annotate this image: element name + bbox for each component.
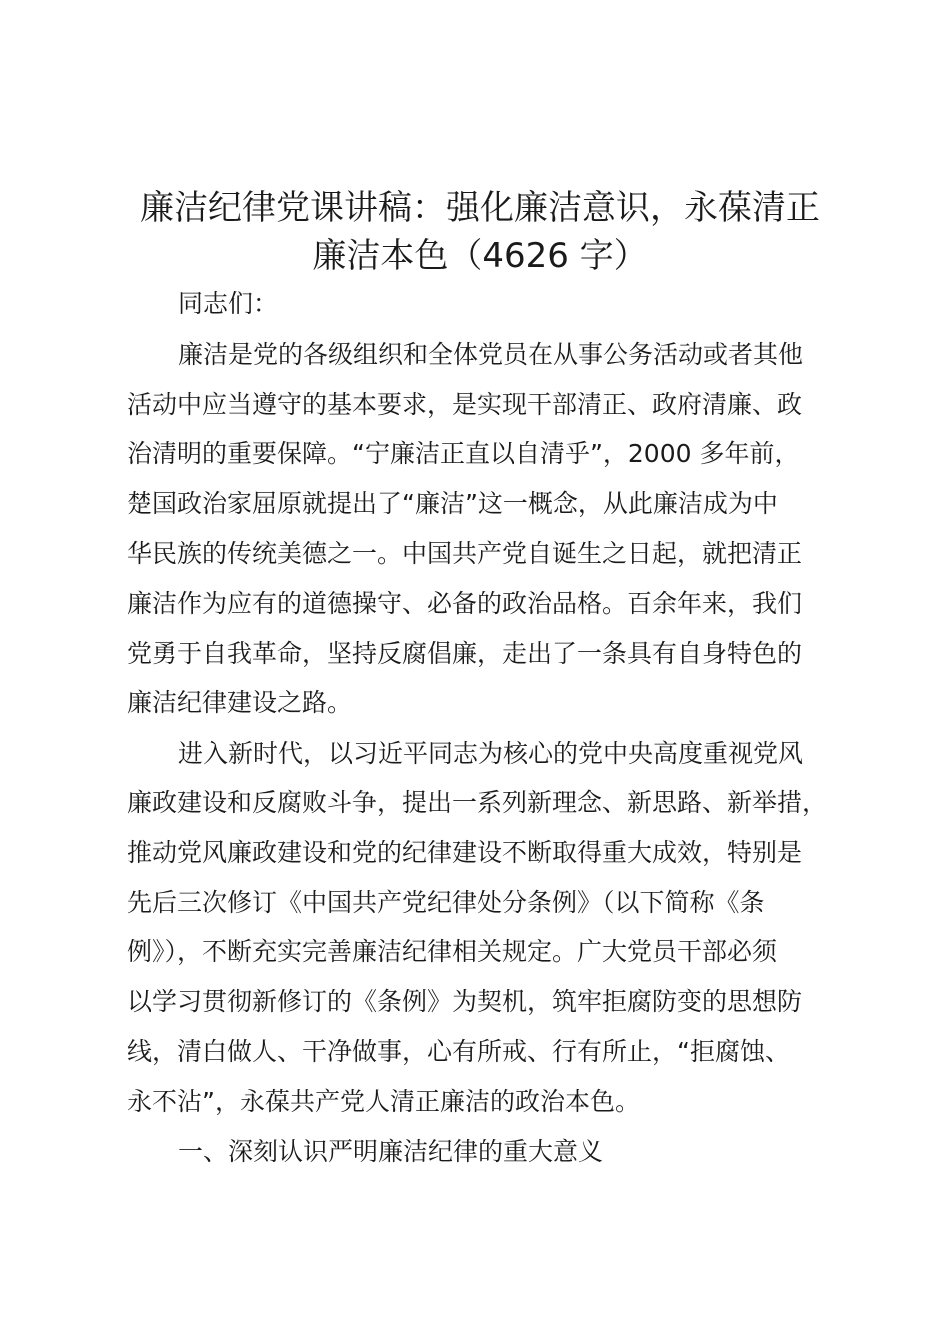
paragraph-1-line: 党勇于自我革命，坚持反腐倡廉，走出了一条具有自身特色的 (127, 639, 803, 668)
paragraph-2-line: 线，清白做人、干净做事，心有所戒、行有所止，“拒腐蚀、 (127, 1037, 790, 1066)
document-title-line-2: 廉洁本色（4626 字） (312, 236, 648, 276)
paragraph-2-line: 廉政建设和反腐败斗争，提出一系列新理念、新思路、新举措， (127, 788, 828, 817)
paragraph-2-line: 永不沾”，永葆共产党人清正廉洁的政治本色。 (127, 1087, 640, 1116)
paragraph-2-line: 先后三次修订《中国共产党纪律处分条例》（以下简称《条 (127, 888, 765, 917)
paragraph-1-line: 楚国政治家屈原就提出了“廉洁”这一概念，从此廉洁成为中 (127, 489, 778, 518)
document-title-line-1: 廉洁纪律党课讲稿：强化廉洁意识，永葆清正 (140, 188, 820, 228)
paragraph-2-line: 以学习贯彻新修订的《条例》为契机，筑牢拒腐防变的思想防 (127, 987, 803, 1016)
paragraph-2-line: 进入新时代，以习近平同志为核心的党中央高度重视党风 (178, 739, 804, 768)
paragraph-1-line: 华民族的传统美德之一。中国共产党自诞生之日起，就把清正 (127, 539, 803, 568)
salutation: 同志们： (178, 289, 279, 318)
paragraph-1-line: 廉洁纪律建设之路。 (127, 688, 353, 717)
paragraph-1-line: 廉洁作为应有的道德操守、必备的政治品格。百余年来，我们 (127, 589, 803, 618)
paragraph-1-line: 廉洁是党的各级组织和全体党员在从事公务活动或者其他 (178, 340, 804, 369)
paragraph-1-line: 活动中应当遵守的基本要求，是实现干部清正、政府清廉、政 (127, 390, 803, 419)
section-heading-1: 一、深刻认识严明廉洁纪律的重大意义 (178, 1137, 604, 1166)
paragraph-2-line: 例》），不断充实完善廉洁纪律相关规定。广大党员干部必须 (127, 937, 778, 966)
paragraph-2-line: 推动党风廉政建设和党的纪律建设不断取得重大成效，特别是 (127, 838, 803, 867)
paragraph-1-line: 治清明的重要保障。“宁廉洁正直以自清乎”，2000 多年前， (127, 439, 800, 468)
